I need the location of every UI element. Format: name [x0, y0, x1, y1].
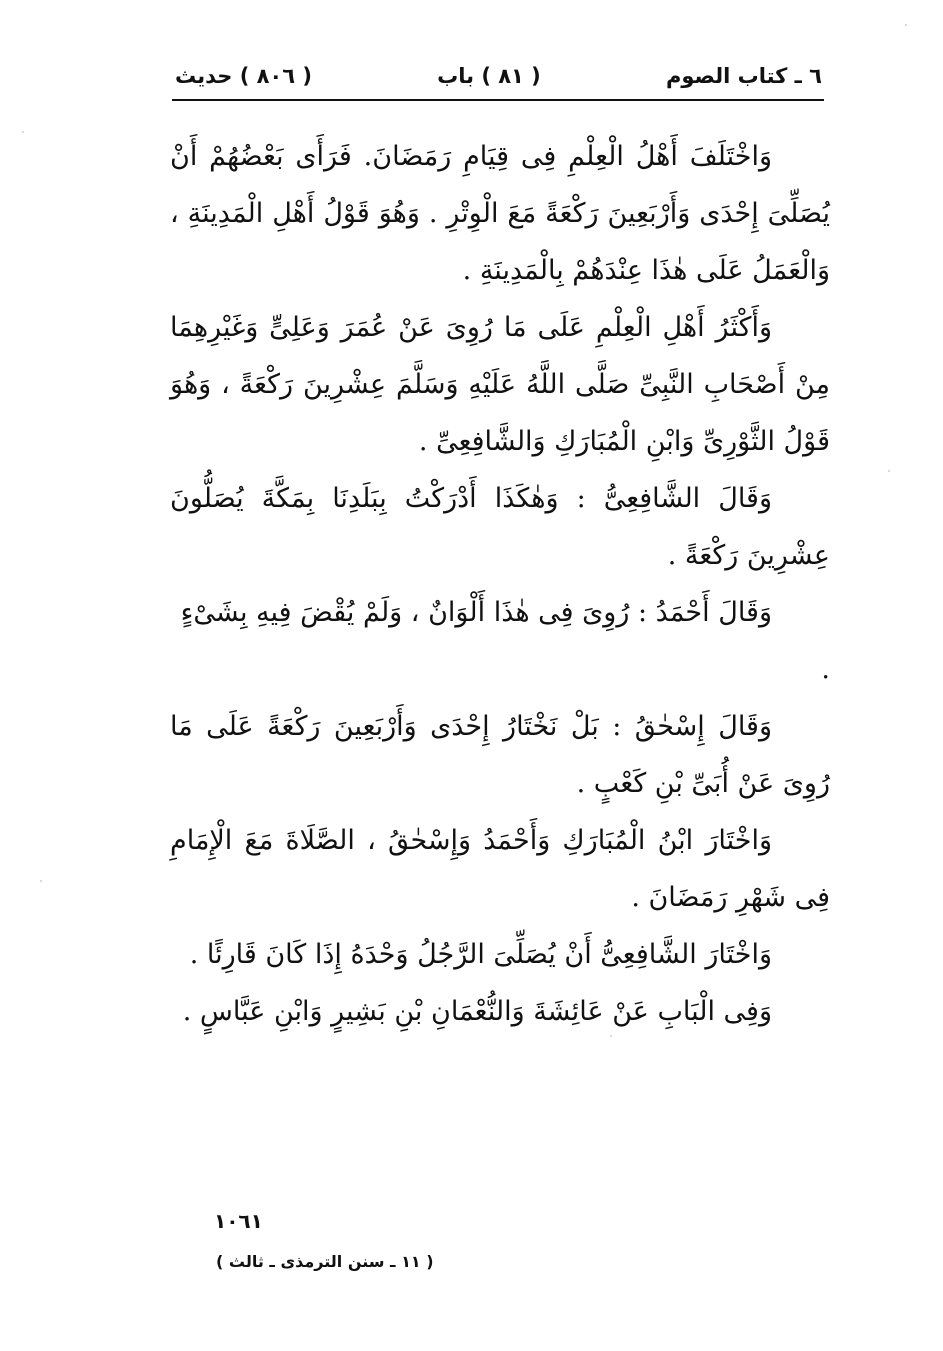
scan-speck	[905, 24, 907, 26]
scan-speck	[22, 131, 24, 133]
paragraph-4: وَقَالَ أَحْمَدُ : رُوِىَ فِى هٰذَا أَلْوَانٌ ، وَلَمْ يُقْضَ فِيهِ بِشَىْءٍ .	[180, 597, 830, 685]
paragraph-1: وَاخْتَلَفَ أَهْلُ الْعِلْمِ فِى قِيَامِ رَمَضَانَ. فَرَأَى بَعْضُهُمْ أَنْ يُصَلِّىَ إِحْدَى وَأَرْبَعِينَ رَكْعَةً مَعَ الْوِتْرِ . وَهُوَ قَوْلُ أَهْلِ الْمَدِينَةِ ، وَالْعَمَلُ عَلَى هٰذَا عِنْدَهُمْ بِالْمَدِينَةِ .	[170, 141, 830, 286]
scan-speck	[40, 880, 42, 882]
paragraph-2: وَأَكْثَرُ أَهْلِ الْعِلْمِ عَلَى مَا رُوِىَ عَنْ عُمَرَ وَعَلِىٍّ وَغَيْرِهِمَا مِنْ أَصْحَابِ النَّبِىِّ صَلَّى اللَّهُ عَلَيْهِ وَسَلَّمَ عِشْرِينَ رَكْعَةً ، وَهُوَ قَوْلُ الثَّوْرِىِّ وَابْنِ الْمُبَارَكِ وَالشَّافِعِىِّ .	[170, 312, 830, 457]
paragraph-6: وَاخْتَارَ ابْنُ الْمُبَارَكِ وَأَحْمَدُ وَإِسْحٰقُ ، الصَّلَاةَ مَعَ الْإِمَامِ فِى شَهْرِ رَمَضَانَ .	[170, 825, 830, 913]
page-header	[175, 58, 822, 94]
paragraph-3: وَقَالَ الشَّافِعِىُّ : وَهٰكَذَا أَدْرَكْتُ بِبَلَدِنَا بِمَكَّةَ يُصَلُّونَ عِشْرِينَ رَكْعَةً .	[170, 483, 830, 571]
hadith-number: ( ٨٠٦ ) حديث	[175, 64, 312, 88]
chapter-label: ( ٨١ ) باب	[437, 64, 541, 88]
scan-speck	[610, 1035, 612, 1037]
page-number: ١٠٦١	[214, 1209, 263, 1233]
book-title: ٦ ـ كتاب الصوم	[665, 64, 822, 88]
paragraph-5: وَقَالَ إِسْحٰقُ : بَلْ نَخْتَارُ إِحْدَى وَأَرْبَعِينَ رَكْعَةً عَلَى مَا رُوِىَ عَنْ أُبَىِّ بْنِ كَعْبٍ .	[170, 711, 830, 799]
paragraph-7: وَاخْتَارَ الشَّافِعِىُّ أَنْ يُصَلِّىَ الرَّجُلُ وَحْدَهُ إِذَا كَانَ قَارِئًا .	[189, 939, 772, 970]
footer-signature: ( ١١ ـ سنن الترمذى ـ ثالث )	[216, 1252, 434, 1271]
scan-speck	[888, 470, 890, 472]
body-text	[170, 128, 830, 1040]
header-divider	[172, 99, 824, 101]
paragraph-8: وَفِى الْبَابِ عَنْ عَائِشَةَ وَالنُّعْمَانِ بْنِ بَشِيرٍ وَابْنِ عَبَّاسٍ .	[182, 996, 772, 1027]
